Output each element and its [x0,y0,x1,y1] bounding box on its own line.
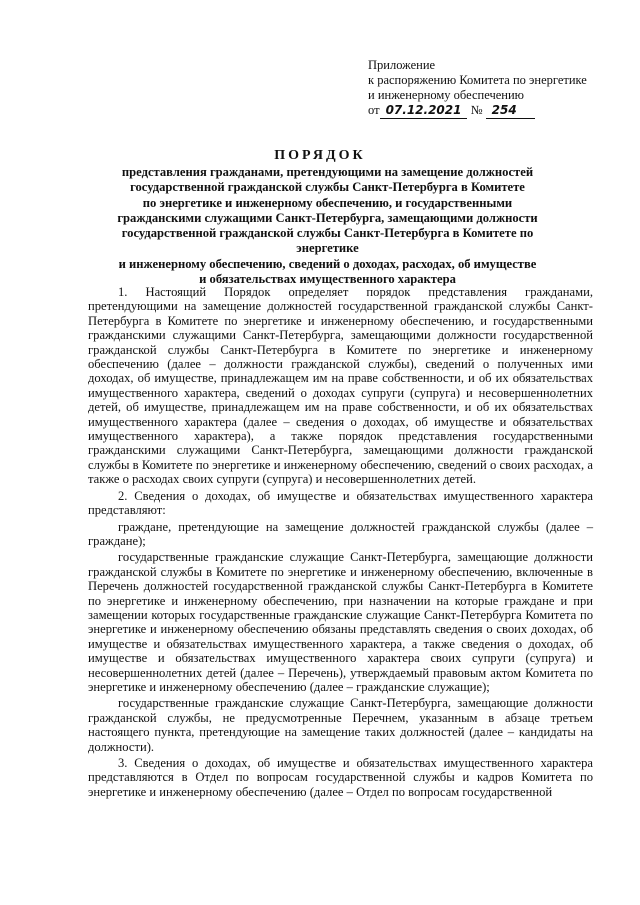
document-title: ПОРЯДОК [274,148,366,163]
date-prefix: от [368,103,380,117]
document-subtitle [95,165,560,287]
paragraph-citizens: граждане, претендующие на замещение должностей гражданской службы (далее – граждане); [88,519,593,548]
appendix-line: Приложение [368,58,436,72]
subtitle-line: государственной гражданской службы Санкт-Петербурга в Комитете по энергетике [121,226,534,256]
paragraph-candidates: государственные гражданские служащие Санкт-Петербурга, замещающие должности гражданской службы, не предусмотренные Перечнем, указанным в абзаце третьем настоящего пункта, претендующие на замещение таких должностей (далее – кандидаты на должности). [88,696,593,754]
appendix-line: и инженерному обеспечению [368,88,525,102]
subtitle-line: гражданскими служащими Санкт-Петербурга, замещающими должности [117,210,538,225]
appendix-line: к распоряжению Комитета по энергетике [368,73,587,87]
paragraph-2: 2. Сведения о доходах, об имуществе и обязательствах имущественного характера представляют: [88,488,593,518]
subtitle-line: и инженерному обеспечению, сведений о доходах, расходах, об имуществе [118,256,537,271]
paragraph-civil-servants: государственные гражданские служащие Санкт-Петербурга, замещающие должности гражданской службы в Комитете по энергетике и инженерному обеспечению, включенные в Перечень должностей государственной гражданской службы Санкт-Петербурга в Комитете по энергетике и инженерному обеспечению, при назначении на которые граждане и при замещении которых государственные гражданские служащие Санкт-Петербурга Комитета по энергетике и инженерному обеспечению обязаны представлять сведения о своих доходах, об имуществе и обязательствах имущественного характера, а также сведения о доходах, об имуществе и обязательствах имущественного характера своих супруги (супруга) и несовершеннолетних детей (далее – Перечень), утверждаемый правовым актом Комитета по энергетике и инженерному обеспечению (далее – гражданские служащие); [88,550,593,694]
paragraph-3: 3. Сведения о доходах, об имуществе и обязательствах имущественного характера представляются в Отдел по вопросам государственной службы и кадров Комитета по энергетике и инженерному обеспечению (далее – Отдел по вопросам государственной [88,756,593,799]
handwritten-date: 07.12.2021 [380,103,468,119]
document-body [88,285,593,799]
subtitle-line: и обязательствах имущественного характера [199,272,456,287]
appendix-block [368,58,630,119]
handwritten-number: 254 [486,103,535,119]
paragraph-1: 1. Настоящий Порядок определяет порядок представления гражданами, претендующими на замещение должностей государственной гражданской службы Санкт-Петербурга в Комитете по энергетике и инженерному обеспечению, и государственными гражданскими служащими Санкт-Петербурга, замещающими должности государственной гражданской службы Санкт-Петербурга в Комитете по энергетике и инженерному обеспечению (далее – должности гражданской службы), сведений о полученных ими доходах, об имуществе, принадлежащем им на праве собственности, и об их обязательствах имущественного характера, сведений о доходах супруги (супруга) и несовершеннолетних детей, об имуществе, принадлежащем им на праве собственности, и об их обязательствах имущественного характера (далее – сведения о доходах, об имуществе и обязательствах имущественного характера), а также порядок представления государственными гражданскими служащими Санкт-Петербурга, замещающими должности гражданской службы в Комитете по энергетике и инженерному обеспечению, сведений о своих расходах, а также о расходах своих супруги (супруга) и несовершеннолетних детей. [88,285,593,487]
subtitle-line: государственной гражданской службы Санкт-Петербурга в Комитете [130,180,525,195]
subtitle-line: представления гражданами, претендующими на замещение должностей [121,165,534,179]
appendix-date-line [368,103,630,119]
subtitle-line: по энергетике и инженерному обеспечению, и государственными [142,195,513,210]
number-prefix: № [470,103,483,117]
